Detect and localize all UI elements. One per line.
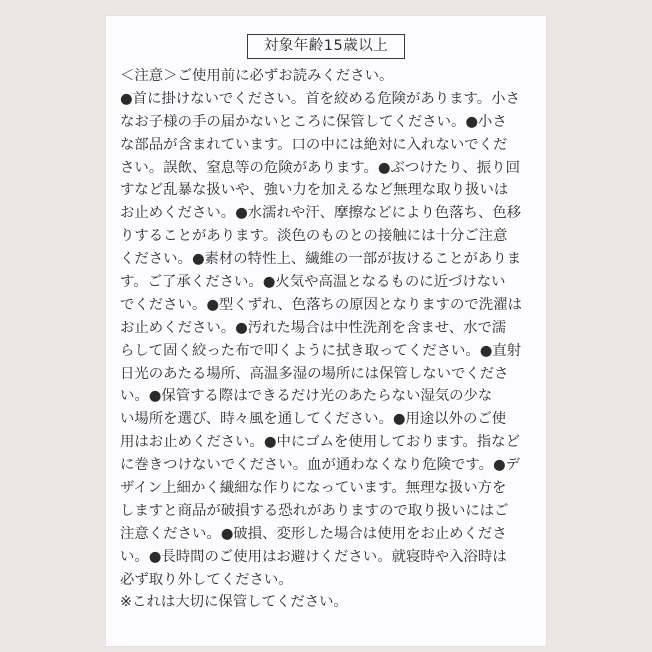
age-notice-box: 対象年齢15歳以上 <box>247 34 405 59</box>
caution-line: ください。●素材の特性上、繊維の一部が抜けることがありま <box>120 251 522 268</box>
caution-line: さい。誤飲、窒息等の危険があります。●ぶつけたり、振り回 <box>120 159 520 176</box>
caution-heading: ＜注意＞ご使用前に必ずお読みください。 <box>120 68 394 84</box>
caution-line: りすることがあります。淡色のものとの接触には十分ご注意 <box>120 228 508 245</box>
caution-line: なお子様の手の届かないところに保管してください。●小さ <box>120 113 507 130</box>
caution-line: お止めください。●水濡れや汗、摩擦などにより色落ち、色移 <box>120 205 522 222</box>
caution-line: い場所を選び、時々風を通してください。●用途以外のご使 <box>120 411 507 428</box>
caution-line: い。●長時間のご使用はお避けください。就寝時や入浴時は <box>120 548 507 565</box>
caution-line: ザイン上細かく繊細な作りになっています。無理な扱い方を <box>120 480 507 497</box>
caution-line: な部品が含まれています。口の中には絶対に入れないでくだ <box>120 136 508 153</box>
caution-line: 日光のあたる場所、高温多湿の場所には保管しないでくださ <box>120 365 509 382</box>
caution-line: お止めください。●汚れた場合は中性洗剤を含ませ、水で濡 <box>120 319 507 336</box>
caution-line: 必ず取り外してください。 <box>120 571 293 588</box>
caution-line: らして固く絞った布で叩くように拭き取ってください。●直射 <box>120 342 522 359</box>
caution-text-body <box>120 65 536 614</box>
caution-line: 注意ください。●破損、変形した場合は使用をお止めくださ <box>120 525 507 542</box>
caution-line: 用はお止めください。●中にゴムを使用しております。指など <box>120 434 520 451</box>
caution-line: い。●保管する際はできるだけ光のあたらない湿気の少な <box>120 388 493 405</box>
storage-note: ※これは大切に保管してください。 <box>120 594 348 611</box>
caution-line: でください。●型くずれ、色落ちの原因となりますので洗濯は <box>120 296 522 313</box>
caution-line: しますと商品が破損する恐れがありますので取り扱いにはご <box>120 502 509 519</box>
caution-label-card <box>106 16 546 646</box>
caution-line: すなど乱暴な扱いや、強い力を加えるなど無理な取り扱いは <box>120 182 509 199</box>
caution-line: す。ご了承ください。●火気や高温となるものに近づけない <box>120 274 506 291</box>
caution-line: に巻きつけないでください。血が通わなくなり危険です。●デ <box>120 457 520 474</box>
caution-line: ●首に掛けないでください。首を絞める危険があります。小さ <box>120 90 520 107</box>
